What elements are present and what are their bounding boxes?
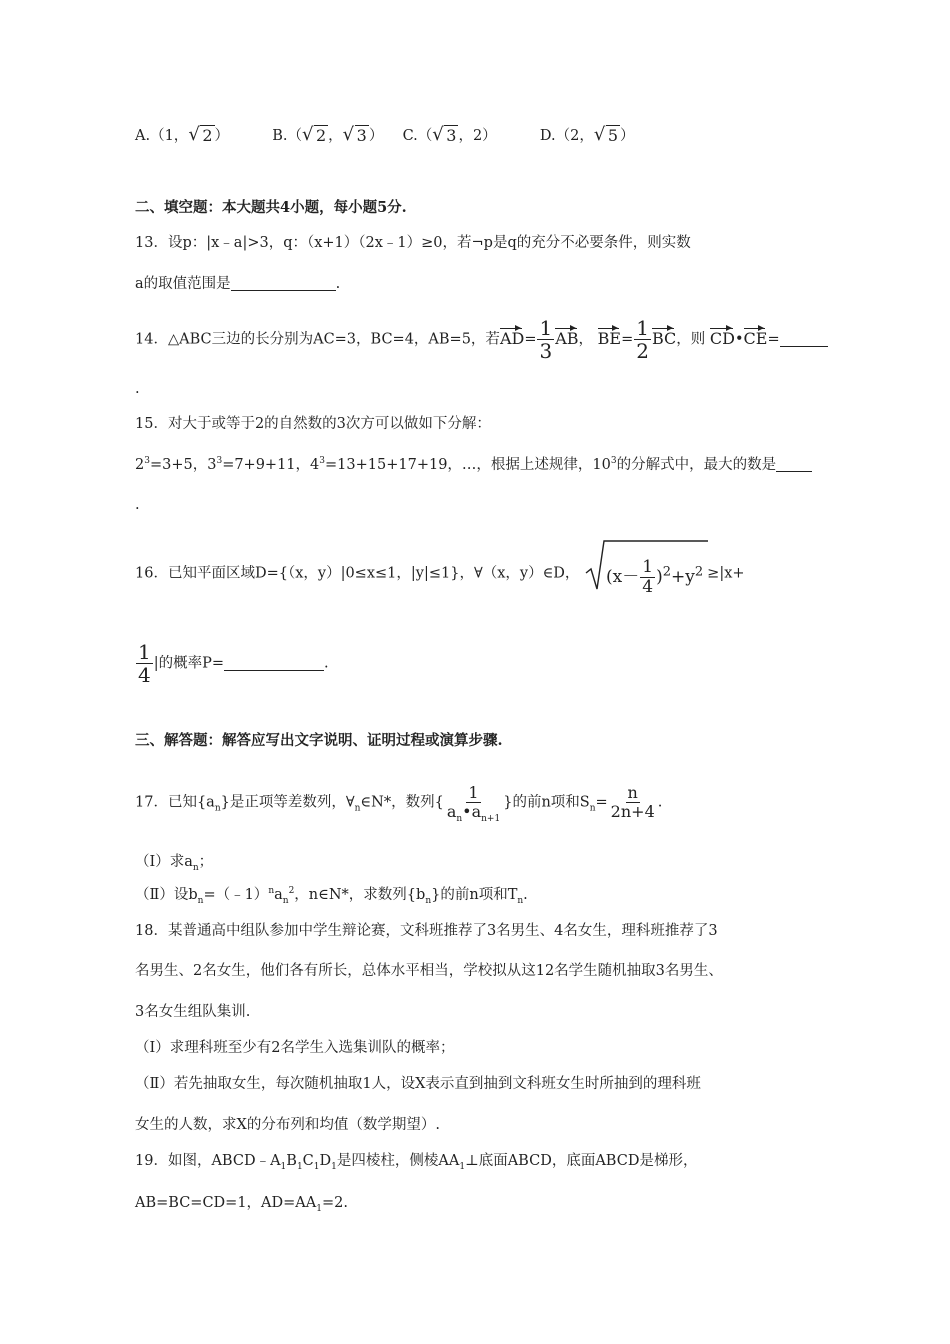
option-c: C.（ √ 3 ，2） [402, 124, 497, 145]
q18-part2: （Ⅱ）若先抽取女生，每次随机抽取1人，设X表示直到抽到文科班女生时所抽到的理科班 [135, 1076, 701, 1092]
section-solutions-heading: 三、解答题：解答应写出文字说明、证明过程或演算步骤. [135, 732, 503, 749]
q17-part2: （Ⅱ）设$b_n=(﹣1)^na_n^2$，n∈N*，求数列$\{b_n\}$的前n项和$T_n$. [135, 886, 528, 906]
answer-blank [776, 457, 812, 472]
q18-line1: 18．某普通高中组队参加中学生辩论赛，文科班推荐了3名男生、4名女生，理科班推荐了3 [135, 923, 718, 939]
option-b: B.（ √ 2 ， √ 3 ） [272, 124, 384, 145]
q17-part1: （Ⅰ）求$a_n$； [135, 854, 214, 873]
answer-blank [224, 656, 324, 671]
q13-line2: a的取值范围是 . [135, 276, 341, 292]
sqrt-symbol: √ 2 [188, 124, 213, 145]
answer-blank [231, 276, 336, 291]
q18-line3: 3名女生组队集训. [135, 1004, 251, 1020]
section-fill-in-heading: 二、填空题：本大题共4小题，每小题5分. [135, 199, 407, 216]
option-d: D.（2， √ 5 ） [539, 124, 635, 145]
q13-line1: 13．设p：|x﹣a|>3，q：（x+1）（2x﹣1）≥0，若¬p是q的充分不必要条件，则实数 [135, 235, 691, 251]
q19-line2: AB=BC=CD=1，$AD=AA_1=2$. [135, 1195, 348, 1214]
q18-line6: 女生的人数，求X的分布列和均值（数学期望）. [135, 1117, 440, 1133]
q18-part1: （Ⅰ）求理科班至少有2名学生入选集训队的概率； [135, 1040, 455, 1056]
sqrt-expression: (x－ $\frac{1}{4}$ )$^2+y^2$ [584, 545, 707, 602]
answer-blank [780, 332, 828, 347]
q16-line2: $\frac{1}{4}$ |的概率P= . [138, 640, 329, 687]
q17-line1: 17．已知$\{a_n\}$是正项等差数列，$\forall_n\in N*$，数列{ $\frac{1}{a_n•a_{n+1}}$ }的前n项和$S_n=$ $\frac{n}{2n+4}$ . [135, 783, 663, 825]
q15-line2: $2^3=3+5$，$3^3=7+9+11$，$4^3=13+15+17+19$，…，根据上述规律，$10^3$的分解式中，最大的数是 [135, 457, 812, 473]
q14-end: . [135, 381, 140, 397]
option-a: A.（1， √ 2 ） [135, 124, 229, 145]
q14-line: 14．△ABC三边的长分别为AC=3，BC=4，AB=5，若AD= $\frac{1}{3}$ AB， BE= $\frac{1}{2}$ BC，则 CD•CE= [135, 318, 828, 361]
q19-line1: 19．如图，$ABCD﹣A_1B_1C_1D_1$是四棱柱，侧棱$AA_1\perp$底面ABCD，底面ABCD是梯形， [135, 1153, 698, 1172]
q12-options [135, 124, 635, 145]
q15-end: . [135, 497, 140, 513]
q15-line1: 15．对大于或等于2的自然数的3次方可以做如下分解： [135, 416, 491, 432]
q16-line1: 16．已知平面区域D={（x，y）|0≤x≤1，|y|≤1}，∀（x，y）∈D， (x－ $\frac{1}{4}$ )$^2+y^2 \ge|x+$ [135, 545, 745, 602]
q18-line2: 名男生、2名女生，他们各有所长，总体水平相当，学校拟从这12名学生随机抽取3名男生、 [135, 963, 723, 979]
